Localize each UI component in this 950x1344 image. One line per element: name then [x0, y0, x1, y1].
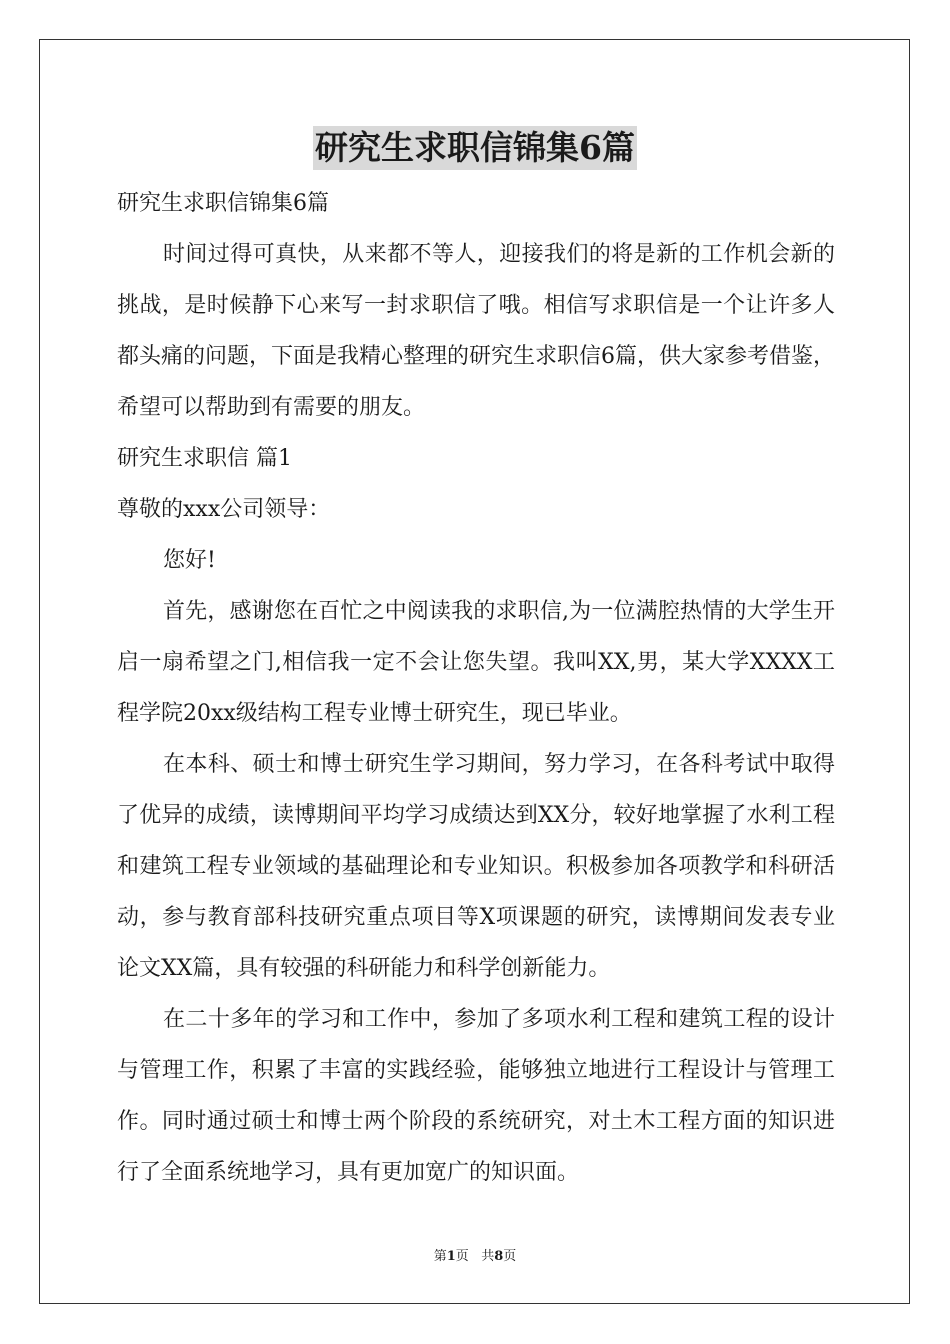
section-heading: 研究生求职信 篇1	[117, 446, 292, 471]
document-title: 研究生求职信锦集6篇	[313, 126, 637, 170]
page-footer	[0, 1248, 950, 1266]
page-prefix: 第	[433, 1249, 447, 1264]
salutation: 尊敬的xxx公司领导：	[117, 497, 331, 522]
total-prefix: 共	[481, 1249, 495, 1264]
intro-paragraph: 时间过得可真快，从来都不等人，迎接我们的将是新的工作机会新的挑战，是时候静下心来写一封求职信了哦。相信写求职信是一个让许多人都头痛的问题，下面是我精心整理的研究生求职信6篇，供大家参考借鉴，希望可以帮助到有需要的朋友。	[117, 242, 835, 420]
body-paragraph: 在二十多年的学习和工作中，参加了多项水利工程和建筑工程的设计与管理工作，积累了丰富的实践经验，能够独立地进行工程设计与管理工作。同时通过硕士和博士两个阶段的系统研究，对土木工程方面的知识进行了全面系统地学习，具有更加宽广的知识面。	[117, 1007, 835, 1185]
title-container	[0, 126, 950, 170]
body-paragraph: 首先，感谢您在百忙之中阅读我的求职信,为一位满腔热情的大学生开启一扇希望之门,相信我一定不会让您失望。我叫XX,男，某大学XXXX工程学院20xx级结构工程专业博士研究生，现已毕业。	[117, 599, 835, 726]
body-paragraph: 在本科、硕士和博士研究生学习期间，努力学习，在各科考试中取得了优异的成绩，读博期间平均学习成绩达到XX分，较好地掌握了水利工程和建筑工程专业领域的基础理论和专业知识。积极参加各项教学和科研活动，参与教育部科技研究重点项目等X项课题的研究，读博期间发表专业论文XX篇，具有较强的科研能力和科学创新能力。	[117, 752, 835, 981]
subtitle: 研究生求职信锦集6篇	[117, 191, 329, 216]
document-body	[117, 178, 835, 1198]
total-pages: 8	[494, 1249, 504, 1264]
greeting: 您好!	[163, 548, 216, 573]
total-suffix: 页	[503, 1249, 517, 1264]
page-suffix: 页	[455, 1249, 469, 1264]
page-number: 1	[446, 1249, 456, 1264]
